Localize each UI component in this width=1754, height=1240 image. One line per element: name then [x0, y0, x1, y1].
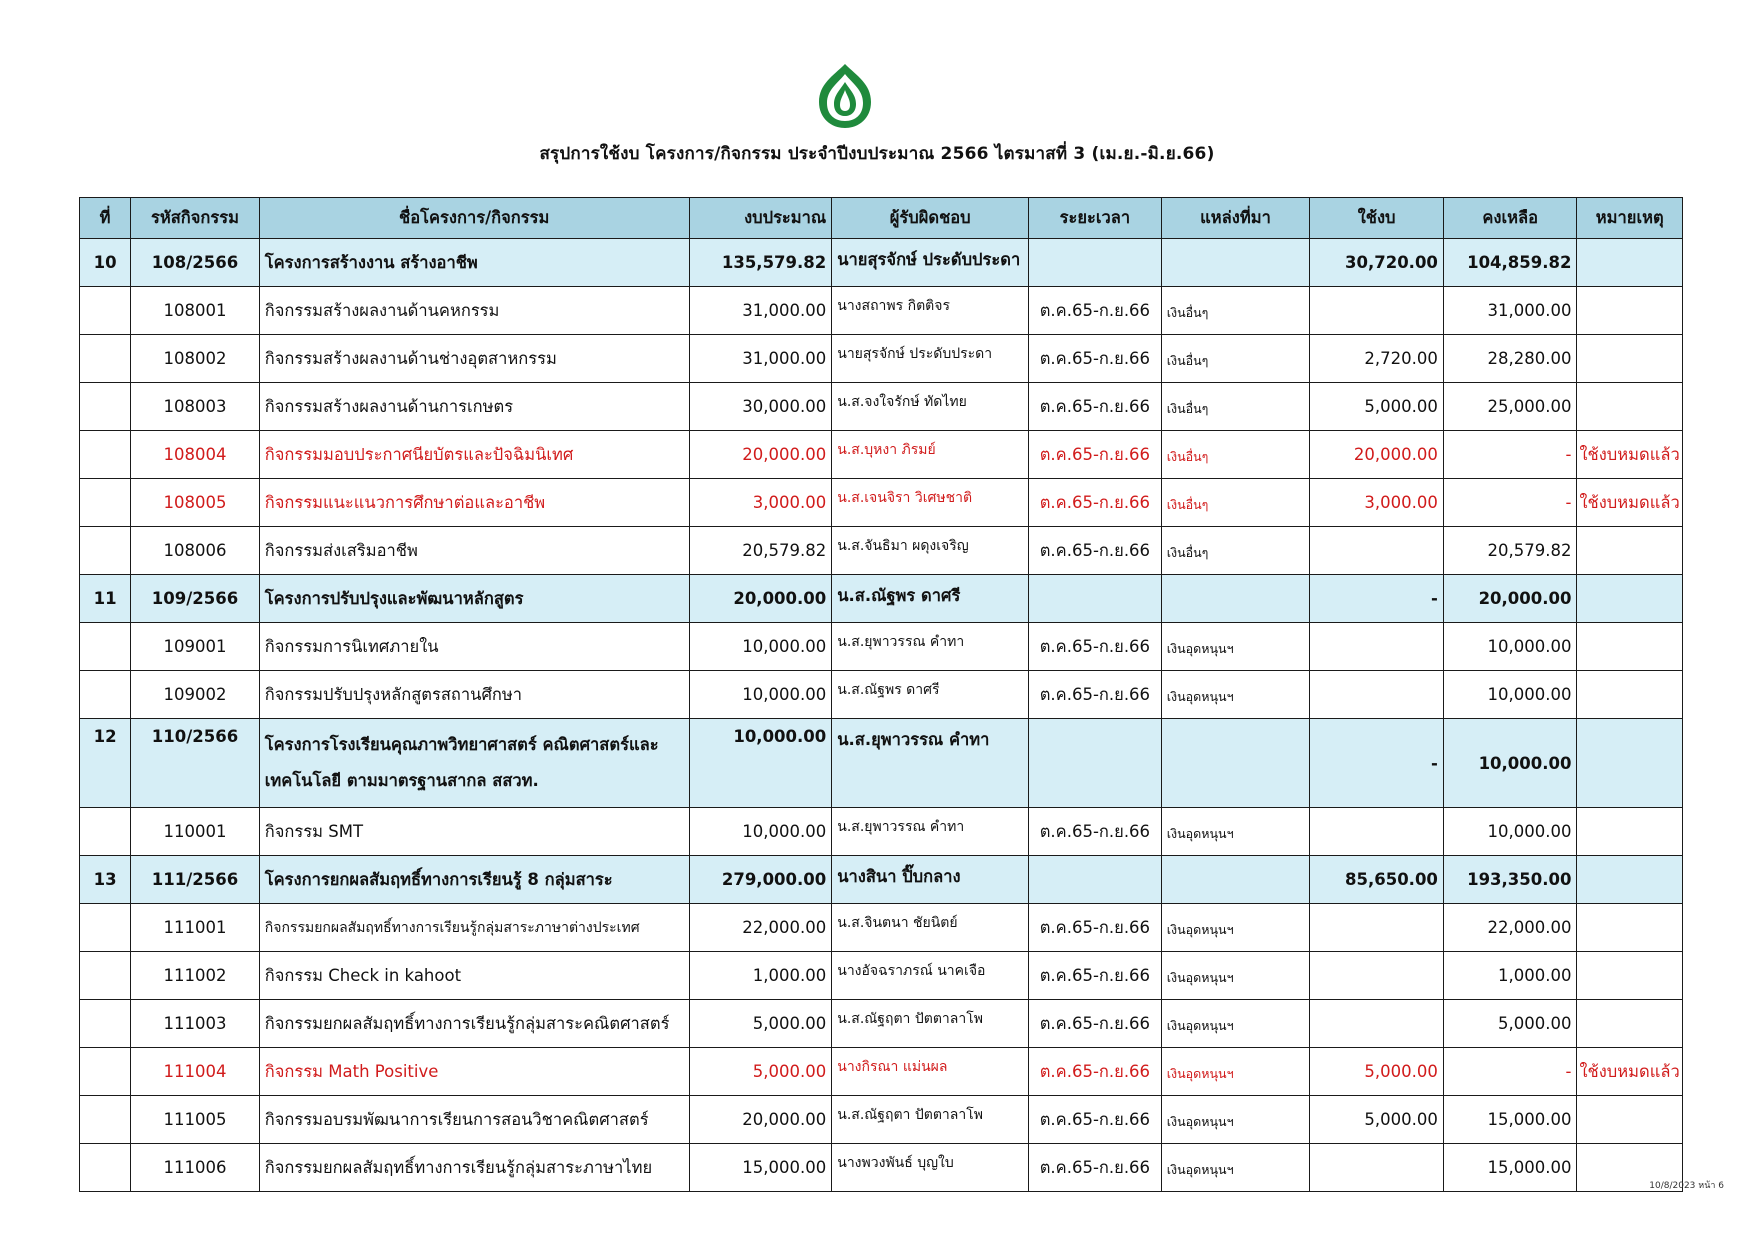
cell-period [1029, 856, 1162, 904]
cell-remaining: - [1443, 1048, 1577, 1096]
cell-period: ต.ค.65-ก.ย.66 [1029, 527, 1162, 575]
cell-budget: 135,579.82 [689, 239, 832, 287]
cell-period: ต.ค.65-ก.ย.66 [1029, 1144, 1162, 1192]
cell-name: กิจกรรมส่งเสริมอาชีพ [259, 527, 689, 575]
cell-note [1577, 623, 1683, 671]
cell-period: ต.ค.65-ก.ย.66 [1029, 479, 1162, 527]
cell-source [1161, 575, 1310, 623]
cell-responsible: น.ส.จงใจรักษ์ ทัดไทย [832, 383, 1029, 431]
cell-name: กิจกรรมการนิเทศภายใน [259, 623, 689, 671]
cell-note [1577, 1096, 1683, 1144]
cell-budget: 5,000.00 [689, 1000, 832, 1048]
cell-period: ต.ค.65-ก.ย.66 [1029, 1096, 1162, 1144]
cell-period: ต.ค.65-ก.ย.66 [1029, 1048, 1162, 1096]
cell-note [1577, 904, 1683, 952]
activity-row-depleted [80, 479, 1683, 527]
cell-code: 111/2566 [131, 856, 260, 904]
cell-used [1310, 287, 1444, 335]
cell-code: 110001 [131, 808, 260, 856]
cell-source [1161, 856, 1310, 904]
cell-source: เงินอุดหนุนฯ [1161, 904, 1310, 952]
cell-budget: 10,000.00 [689, 671, 832, 719]
cell-responsible: นางสินา ปิ๊บกลาง [832, 856, 1029, 904]
activity-row [80, 287, 1683, 335]
cell-budget: 10,000.00 [689, 623, 832, 671]
activity-row [80, 1096, 1683, 1144]
cell-remaining: 1,000.00 [1443, 952, 1577, 1000]
cell-code: 111005 [131, 1096, 260, 1144]
header-source: แหล่งที่มา [1161, 198, 1310, 239]
cell-used [1310, 671, 1444, 719]
cell-remaining: 15,000.00 [1443, 1096, 1577, 1144]
cell-note [1577, 856, 1683, 904]
cell-remaining: 20,000.00 [1443, 575, 1577, 623]
cell-no [80, 1144, 131, 1192]
activity-row [80, 1144, 1683, 1192]
cell-note [1577, 808, 1683, 856]
cell-name: กิจกรรม SMT [259, 808, 689, 856]
cell-code: 111006 [131, 1144, 260, 1192]
cell-remaining: 10,000.00 [1443, 671, 1577, 719]
cell-note: ใช้งบหมดแล้ว [1577, 479, 1683, 527]
cell-period: ต.ค.65-ก.ย.66 [1029, 952, 1162, 1000]
cell-used: - [1310, 719, 1444, 808]
cell-responsible: น.ส.ยุพาวรรณ คำทา [832, 623, 1029, 671]
cell-code: 109001 [131, 623, 260, 671]
cell-period: ต.ค.65-ก.ย.66 [1029, 671, 1162, 719]
cell-used: 30,720.00 [1310, 239, 1444, 287]
header-responsible: ผู้รับผิดชอบ [832, 198, 1029, 239]
cell-used [1310, 623, 1444, 671]
cell-name: กิจกรรมยกผลสัมฤทธิ์ทางการเรียนรู้กลุ่มสาระภาษาต่างประเทศ [259, 904, 689, 952]
cell-name: กิจกรรมปรับปรุงหลักสูตรสถานศึกษา [259, 671, 689, 719]
cell-code: 108001 [131, 287, 260, 335]
activity-row [80, 335, 1683, 383]
cell-source: เงินอื่นๆ [1161, 527, 1310, 575]
cell-used: 85,650.00 [1310, 856, 1444, 904]
cell-budget: 3,000.00 [689, 479, 832, 527]
cell-remaining: 10,000.00 [1443, 808, 1577, 856]
school-logo [813, 62, 877, 132]
cell-budget: 5,000.00 [689, 1048, 832, 1096]
cell-name: กิจกรรมแนะแนวการศึกษาต่อและอาชีพ [259, 479, 689, 527]
cell-code: 108006 [131, 527, 260, 575]
cell-note: ใช้งบหมดแล้ว [1577, 1048, 1683, 1096]
cell-no: 11 [80, 575, 131, 623]
header-remaining: คงเหลือ [1443, 198, 1577, 239]
cell-source: เงินอุดหนุนฯ [1161, 1096, 1310, 1144]
cell-no [80, 952, 131, 1000]
cell-responsible: น.ส.ณัฐฤตา ปัตตาลาโพ [832, 1000, 1029, 1048]
cell-used [1310, 904, 1444, 952]
cell-budget: 10,000.00 [689, 808, 832, 856]
header-name: ชื่อโครงการ/กิจกรรม [259, 198, 689, 239]
cell-source [1161, 239, 1310, 287]
cell-code: 111003 [131, 1000, 260, 1048]
cell-no [80, 1048, 131, 1096]
header-note: หมายเหตุ [1577, 198, 1683, 239]
cell-remaining: 5,000.00 [1443, 1000, 1577, 1048]
activity-row [80, 904, 1683, 952]
cell-remaining: 10,000.00 [1443, 623, 1577, 671]
activity-row-depleted [80, 431, 1683, 479]
cell-source: เงินอุดหนุนฯ [1161, 1048, 1310, 1096]
cell-remaining: 193,350.00 [1443, 856, 1577, 904]
cell-budget: 1,000.00 [689, 952, 832, 1000]
cell-responsible: นายสุรจักษ์ ประดับประดา [832, 335, 1029, 383]
cell-responsible: นายสุรจักษ์ ประดับประดา [832, 239, 1029, 287]
cell-name: กิจกรรมมอบประกาศนียบัตรและปัจฉิมนิเทศ [259, 431, 689, 479]
cell-period: ต.ค.65-ก.ย.66 [1029, 904, 1162, 952]
cell-used: - [1310, 575, 1444, 623]
cell-no [80, 383, 131, 431]
cell-no [80, 287, 131, 335]
cell-period [1029, 719, 1162, 808]
cell-code: 108002 [131, 335, 260, 383]
cell-period: ต.ค.65-ก.ย.66 [1029, 431, 1162, 479]
cell-source: เงินอื่นๆ [1161, 383, 1310, 431]
cell-source: เงินอุดหนุนฯ [1161, 1144, 1310, 1192]
cell-note [1577, 527, 1683, 575]
cell-responsible: นางกิรณา แม่นผล [832, 1048, 1029, 1096]
activity-row [80, 952, 1683, 1000]
cell-note: ใช้งบหมดแล้ว [1577, 431, 1683, 479]
cell-no [80, 671, 131, 719]
cell-budget: 15,000.00 [689, 1144, 832, 1192]
cell-budget: 22,000.00 [689, 904, 832, 952]
cell-name: กิจกรรมยกผลสัมฤทธิ์ทางการเรียนรู้กลุ่มสาระคณิตศาสตร์ [259, 1000, 689, 1048]
cell-source: เงินอื่นๆ [1161, 431, 1310, 479]
cell-no: 13 [80, 856, 131, 904]
cell-remaining: 104,859.82 [1443, 239, 1577, 287]
cell-used: 3,000.00 [1310, 479, 1444, 527]
cell-no: 12 [80, 719, 131, 808]
cell-name: กิจกรรม Math Positive [259, 1048, 689, 1096]
page-footer: 10/8/2023 หน้า 6 [1649, 1181, 1724, 1191]
cell-remaining: - [1443, 479, 1577, 527]
project-row [80, 575, 1683, 623]
cell-remaining: 20,579.82 [1443, 527, 1577, 575]
cell-source: เงินอุดหนุนฯ [1161, 623, 1310, 671]
cell-name: กิจกรรมอบรมพัฒนาการเรียนการสอนวิชาคณิตศาสตร์ [259, 1096, 689, 1144]
activity-row [80, 1000, 1683, 1048]
cell-used: 5,000.00 [1310, 1096, 1444, 1144]
project-row [80, 239, 1683, 287]
cell-no [80, 527, 131, 575]
activity-row-depleted [80, 1048, 1683, 1096]
cell-budget: 279,000.00 [689, 856, 832, 904]
header-budget: งบประมาณ [689, 198, 832, 239]
cell-remaining: 31,000.00 [1443, 287, 1577, 335]
cell-code: 109/2566 [131, 575, 260, 623]
cell-source: เงินอื่นๆ [1161, 479, 1310, 527]
cell-responsible: น.ส.ยุพาวรรณ คำทา [832, 719, 1029, 808]
budget-table [79, 197, 1683, 1192]
header-period: ระยะเวลา [1029, 198, 1162, 239]
cell-no: 10 [80, 239, 131, 287]
cell-responsible: น.ส.ยุพาวรรณ คำทา [832, 808, 1029, 856]
cell-period: ต.ค.65-ก.ย.66 [1029, 808, 1162, 856]
cell-budget: 30,000.00 [689, 383, 832, 431]
cell-budget: 20,000.00 [689, 431, 832, 479]
cell-note [1577, 239, 1683, 287]
cell-name: กิจกรรมสร้างผลงานด้านการเกษตร [259, 383, 689, 431]
cell-remaining: 28,280.00 [1443, 335, 1577, 383]
cell-used [1310, 1000, 1444, 1048]
cell-budget: 20,000.00 [689, 1096, 832, 1144]
cell-budget: 20,579.82 [689, 527, 832, 575]
cell-used: 20,000.00 [1310, 431, 1444, 479]
cell-period: ต.ค.65-ก.ย.66 [1029, 1000, 1162, 1048]
cell-note [1577, 287, 1683, 335]
cell-code: 111001 [131, 904, 260, 952]
cell-code: 111002 [131, 952, 260, 1000]
cell-remaining: 25,000.00 [1443, 383, 1577, 431]
cell-note [1577, 671, 1683, 719]
cell-period: ต.ค.65-ก.ย.66 [1029, 335, 1162, 383]
cell-note [1577, 335, 1683, 383]
cell-name: กิจกรรมสร้างผลงานด้านช่างอุตสาหกรรม [259, 335, 689, 383]
cell-no [80, 808, 131, 856]
project-row [80, 719, 1683, 808]
cell-source: เงินอุดหนุนฯ [1161, 671, 1310, 719]
cell-note [1577, 719, 1683, 808]
header-code: รหัสกิจกรรม [131, 198, 260, 239]
cell-no [80, 431, 131, 479]
cell-budget: 20,000.00 [689, 575, 832, 623]
activity-row [80, 623, 1683, 671]
cell-responsible: น.ส.ณัฐพร ดาศรี [832, 671, 1029, 719]
cell-no [80, 623, 131, 671]
cell-name: กิจกรรม Check in kahoot [259, 952, 689, 1000]
cell-no [80, 1000, 131, 1048]
activity-row [80, 671, 1683, 719]
cell-name: โครงการปรับปรุงและพัฒนาหลักสูตร [259, 575, 689, 623]
cell-note [1577, 952, 1683, 1000]
cell-responsible: น.ส.บุหงา ภิรมย์ [832, 431, 1029, 479]
cell-no [80, 335, 131, 383]
cell-responsible: น.ส.เจนจิรา วิเศษชาติ [832, 479, 1029, 527]
cell-code: 111004 [131, 1048, 260, 1096]
cell-budget: 10,000.00 [689, 719, 832, 808]
activity-row [80, 527, 1683, 575]
cell-responsible: นางพวงพันธ์ บุญใบ [832, 1144, 1029, 1192]
cell-code: 108005 [131, 479, 260, 527]
project-row [80, 856, 1683, 904]
cell-code: 108004 [131, 431, 260, 479]
cell-budget: 31,000.00 [689, 287, 832, 335]
cell-remaining: - [1443, 431, 1577, 479]
cell-period [1029, 575, 1162, 623]
cell-source: เงินอุดหนุนฯ [1161, 808, 1310, 856]
page-title: สรุปการใช้งบ โครงการ/กิจกรรม ประจำปีงบประมาณ 2566 ไตรมาสที่ 3 (เม.ย.-มิ.ย.66) [539, 144, 1215, 164]
cell-name: กิจกรรมสร้างผลงานด้านคหกรรม [259, 287, 689, 335]
cell-used: 5,000.00 [1310, 1048, 1444, 1096]
cell-used [1310, 1144, 1444, 1192]
cell-code: 110/2566 [131, 719, 260, 808]
cell-source [1161, 719, 1310, 808]
cell-responsible: นางสถาพร กิตติจร [832, 287, 1029, 335]
cell-used [1310, 808, 1444, 856]
cell-responsible: น.ส.จันธิมา ผดุงเจริญ [832, 527, 1029, 575]
cell-name: โครงการยกผลสัมฤทธิ์ทางการเรียนรู้ 8 กลุ่มสาระ [259, 856, 689, 904]
cell-budget: 31,000.00 [689, 335, 832, 383]
cell-used: 2,720.00 [1310, 335, 1444, 383]
cell-used [1310, 952, 1444, 1000]
activity-row [80, 808, 1683, 856]
header-used: ใช้งบ [1310, 198, 1444, 239]
cell-code: 108/2566 [131, 239, 260, 287]
cell-source: เงินอื่นๆ [1161, 335, 1310, 383]
cell-no [80, 1096, 131, 1144]
table-header-row [80, 198, 1683, 239]
activity-row [80, 383, 1683, 431]
cell-responsible: น.ส.จินตนา ชัยนิตย์ [832, 904, 1029, 952]
cell-source: เงินอุดหนุนฯ [1161, 1000, 1310, 1048]
cell-note [1577, 1000, 1683, 1048]
cell-note [1577, 575, 1683, 623]
cell-period: ต.ค.65-ก.ย.66 [1029, 383, 1162, 431]
cell-code: 108003 [131, 383, 260, 431]
cell-responsible: น.ส.ณัฐฤตา ปัตตาลาโพ [832, 1096, 1029, 1144]
cell-responsible: นางอัจฉราภรณ์ นาคเจือ [832, 952, 1029, 1000]
cell-period: ต.ค.65-ก.ย.66 [1029, 623, 1162, 671]
cell-code: 109002 [131, 671, 260, 719]
cell-no [80, 904, 131, 952]
cell-used: 5,000.00 [1310, 383, 1444, 431]
cell-name: กิจกรรมยกผลสัมฤทธิ์ทางการเรียนรู้กลุ่มสาระภาษาไทย [259, 1144, 689, 1192]
cell-used [1310, 527, 1444, 575]
cell-name: โครงการโรงเรียนคุณภาพวิทยาศาสตร์ คณิตศาสตร์และเทคโนโลยี ตามมาตรฐานสากล สสวท. [259, 719, 689, 808]
cell-note [1577, 383, 1683, 431]
cell-source: เงินอุดหนุนฯ [1161, 952, 1310, 1000]
cell-remaining: 15,000.00 [1443, 1144, 1577, 1192]
header-no: ที่ [80, 198, 131, 239]
cell-responsible: น.ส.ณัฐพร ดาศรี [832, 575, 1029, 623]
cell-period [1029, 239, 1162, 287]
cell-remaining: 10,000.00 [1443, 719, 1577, 808]
cell-period: ต.ค.65-ก.ย.66 [1029, 287, 1162, 335]
cell-name: โครงการสร้างงาน สร้างอาชีพ [259, 239, 689, 287]
cell-no [80, 479, 131, 527]
cell-source: เงินอื่นๆ [1161, 287, 1310, 335]
cell-remaining: 22,000.00 [1443, 904, 1577, 952]
